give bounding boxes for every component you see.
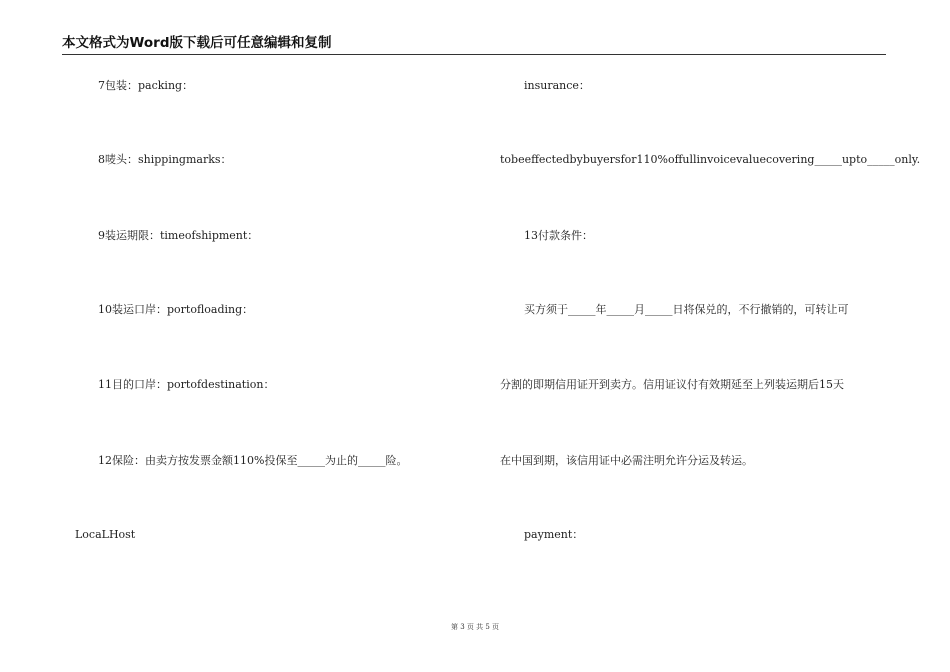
insurance-effected-line: tobeeffectedbybuyersfor110%offullinvoicevaluecovering_____upto_____only. (500, 153, 921, 166)
localhost-line: LocaLHost (75, 528, 136, 541)
insurance-clause-line: 12保险：由卖方按发票金额110%投保至_____为止的_____险。 (98, 454, 408, 467)
time-of-shipment-line: 9装运期限：timeofshipment： (98, 229, 259, 242)
shipping-marks-line: 8唛头：shippingmarks： (98, 153, 232, 166)
payment-terms-title: 13付款条件： (524, 229, 593, 242)
port-of-destination-line: 11目的口岸：portofdestination： (98, 378, 275, 391)
payment-terms-line-1: 买方须于_____年_____月_____日将保兑的，不行撤销的，可转让可 (524, 303, 849, 316)
payment-label-line: payment： (524, 528, 584, 541)
packing-line: 7包装：packing： (98, 79, 194, 92)
payment-terms-line-3: 在中国到期，该信用证中必需注明允许分运及转运。 (500, 454, 753, 467)
header-title: 本文格式为Word版下载后可任意编辑和复制 (62, 35, 332, 51)
page-footer: 第 3 页 共 5 页 (450, 623, 500, 631)
payment-terms-line-2: 分割的即期信用证开到卖方。信用证议付有效期延至上列装运期后15天 (500, 378, 844, 391)
port-of-loading-line: 10装运口岸：portofloading： (98, 303, 254, 316)
insurance-label-line: insurance： (524, 79, 590, 92)
page-header (62, 34, 886, 55)
